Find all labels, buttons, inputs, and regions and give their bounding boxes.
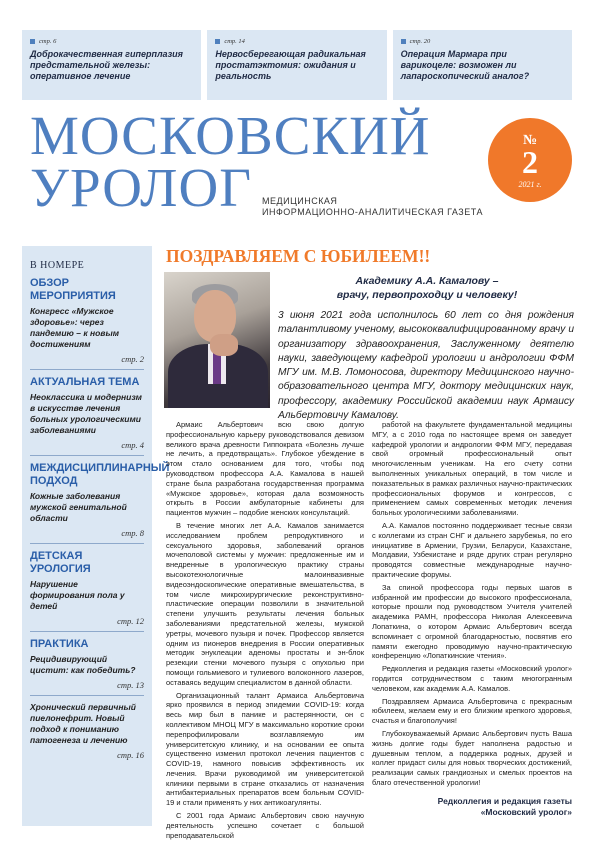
sidebar-section (30, 277, 144, 370)
teaser-item[interactable] (207, 30, 386, 100)
paragraph: Организационный талант Армаиса Альбертовича ярко проявился в период эпидемии COVID-19: когда весь мир был в панике и растерянности, он с коллективом МНОЦ МГУ в максимально короткие сроки перепрофилировали возглавляемую им университетскую клинику, и на основании ее опыта существенно изменил протокол лечения пациентов с COVID-19, намного повысив эффективность их лечения. Врачи руководимой им университетской клиники первыми в стране отказались от назначения антибактериальных препаратов всем больным COVID-19 и стали применять у них антикоагулянты. (166, 690, 364, 808)
paragraph: Глубокоуважаемый Армаис Альбертович пусть Ваша жизнь долгие годы будет наполнена радостью и душевным теплом, а поддержка родных, друзей и коллег придаст силы для новых творческих достижений, реализации самых грандиозных и смелых проектов на благо отечественной урологии! (372, 728, 572, 787)
signature-line-1: Редколлегия и редакция газеты (437, 795, 572, 806)
sidebar-section (30, 638, 144, 760)
teaser-page-label: стр. 6 (39, 38, 57, 45)
paragraph: За спиной профессора годы первых шагов в избранной им профессии до высокого профессионала, которые прошли под руководством Учителя учителей академика РАМН, профессора Николая Алексеевича Лопаткина, о котором Армаис Альбертович всегда вспоминает с огромной благодарностью, посвятив его памяти ежегодно проводимую научно-практическую конференцию «Лопаткинские чтения». (372, 582, 572, 661)
sidebar-divider (30, 543, 144, 544)
teaser-page (401, 38, 564, 45)
sidebar-category: ПРАКТИКА (30, 638, 89, 650)
sidebar-section (30, 550, 144, 632)
paragraph: Армаис Альбертович всю свою долгую профессиональную карьеру руководствовался девизом великого врача древности Гиппократа «Болезнь лучше не лечить, а предотвращать». Глубокое убеждение в этом стало основанием для того, чтобы под руководством профессора А.А. Камалова в нашей стране была разработана государственная программа «Мужское здоровье», которая дала возможность открыть в России амбулаторные кабинеты для пациентов мужчин – подобие женских консультаций. (166, 420, 364, 518)
paragraph: В течение многих лет А.А. Камалов занимается исследованием проблем репродуктивного и сексуального здоровья, заболеваний органов мочеполовой системы у мужчин: предложенные им и внедренные в урологическую практику страны высокотехнологичные малоинвазивные видеоэндоскопические оперативные вмешательства, в том числе микрохирургические реконструктивно-пластические операции позволили в значительной степени улучшить результаты лечения больных заболеваниями предстательной железы, мужской уретры, мочевого пузыря и почек. Профессор является одним из пионеров внедрения в России оперативных методик энуклеации аденомы простаты и эн-блок резекции стенки мочевого пузыря с опухолью при помощи гольмиевого и тулиевого волоконного лазеров, оставаясь ведущим специалистом в данной области. (166, 520, 364, 687)
masthead-line-2: УРОЛОГ (30, 157, 252, 218)
contents-sidebar (22, 246, 170, 826)
teaser-page (30, 38, 193, 45)
issue-number: 2 (522, 144, 538, 180)
teaser-page-label: стр. 14 (224, 38, 245, 45)
issue-year: 2021 г. (518, 180, 542, 189)
article-column-left (166, 420, 364, 843)
article-column-right (372, 420, 572, 818)
bullet-square-icon (215, 39, 220, 44)
sidebar-section (30, 462, 170, 544)
issue-badge (488, 118, 572, 202)
paragraph: работой на факультете фундаментальной медицины МГУ, а с 2010 года по настоящее время он заведует кафедрой урологии и андрологии ФФМ МГУ, передавая свой огромный профессиональный опыт многочисленным ученикам. На его счету сотни выполненных уникальных операций, в том числе и показательных в рамках различных научно-практических профессиональных форумов и конгрессов, с применением самых современных методик лечения больных урологическими заболеваниями. (372, 420, 572, 518)
sidebar-heading: В НОМЕРЕ (30, 260, 85, 271)
sidebar-category: АКТУАЛЬНАЯ ТЕМА (30, 376, 140, 388)
article-dedication (282, 274, 572, 302)
sidebar-item[interactable]: Кожные заболевания мужской генитальной области (30, 491, 127, 523)
teaser-item[interactable] (393, 30, 572, 100)
sidebar-item-page: стр. 12 (117, 616, 144, 626)
bullet-square-icon (401, 39, 406, 44)
sidebar-section (30, 376, 144, 456)
sidebar-item[interactable]: Хронический первичный пиелонефрит. Новый подход к пониманию патогенеза и лечению (30, 702, 136, 745)
paragraph: А.А. Камалов постоянно поддерживает тесные связи с коллегами из стран СНГ и дальнего зарубежья, по его инициативе в Армении, Грузии, Беларуси, Казахстане, Молдавии, Узбекистане и ряде других стран регулярно проводятся совместные международные научно-практические форумы. (372, 520, 572, 579)
sidebar-item-page: стр. 16 (117, 750, 144, 760)
teaser-page (215, 38, 378, 45)
sidebar-item-page: стр. 13 (117, 680, 144, 690)
paragraph: Поздравляем Армаиса Альбертовича с прекрасным юбилеем, желаем ему и его близким крепкого здоровья, счастья и благополучия! (372, 696, 572, 726)
teaser-bar (22, 30, 572, 100)
article-signature (372, 796, 572, 818)
dedication-line-1: Академику А.А. Камалову – (355, 275, 499, 287)
bullet-square-icon (30, 39, 35, 44)
masthead-subtitle (262, 196, 483, 218)
sidebar-category: ОБЗОР МЕРОПРИЯТИЯ (30, 277, 116, 302)
photo-hand (210, 334, 238, 356)
issue-sign: № (522, 133, 538, 148)
sidebar-category: ДЕТСКАЯ УРОЛОГИЯ (30, 550, 91, 575)
dedication-line-2: врачу, первопроходцу и человеку! (336, 289, 518, 301)
subtitle-line-1: МЕДИЦИНСКАЯ (262, 196, 338, 206)
teaser-title: Нервосберегающая радикальная простатэктомия: ожидания и реальность (215, 49, 366, 81)
teaser-title: Доброкачественная гиперплазия предстательной железы: оперативное лечение (30, 49, 183, 81)
signature-line-2: «Московский уролог» (480, 806, 572, 817)
sidebar-item[interactable]: Конгресс «Мужское здоровье»: через пандемию – к новым достижениям (30, 306, 119, 349)
paragraph: Редколлегия и редакция газеты «Московский уролог» гордится сотрудничеством с таким многогранным человеком, как академик А.А. Камалов. (372, 664, 572, 693)
portrait-photo (164, 272, 270, 408)
masthead-line-1: МОСКОВСКИЙ (30, 105, 431, 166)
article-lead: 3 июня 2021 года исполнилось 60 лет со дня рождения талантливому ученому, высококвалифицированному врачу и организатору здравоохранения, Заслуженному деятелю науки, заведующему кафедрой урологии и андрологии ФФМ МГУ им. М.В. Ломоносова, директору Медицинского научно-образовательного центра МГУ, доктору медицинских наук, профессору, академику Российской академии наук Армаису Альбертовичу Камалову. (278, 310, 574, 422)
teaser-item[interactable] (22, 30, 201, 100)
sidebar-item-page: стр. 4 (121, 440, 144, 450)
sidebar-item[interactable]: Нарушение формирования пола у детей (30, 579, 125, 611)
paragraph: С 2001 года Армаис Альбертович свою научную деятельность успешно сочетает с большой преподавательской (166, 811, 364, 840)
sidebar-item-page: стр. 8 (121, 528, 144, 538)
sidebar-divider (30, 631, 144, 632)
article-headline: ПОЗДРАВЛЯЕМ С ЮБИЛЕЕМ!! (166, 246, 431, 266)
sidebar-divider (30, 369, 144, 370)
teaser-page-label: стр. 20 (409, 38, 431, 45)
sidebar-divider (30, 695, 144, 696)
subtitle-line-2: ИНФОРМАЦИОННО-АНАЛИТИЧЕСКАЯ ГАЗЕТА (262, 207, 483, 217)
sidebar-item-page: стр. 2 (121, 354, 144, 364)
sidebar-item[interactable]: Рецидивирующий цистит: как победить? (30, 654, 136, 675)
sidebar-item[interactable]: Неоклассика и модернизм в искусстве лечения больных урологическими заболеваниями (30, 392, 142, 435)
sidebar-divider (30, 455, 144, 456)
teaser-title: Операция Мармара при варикоцеле: возможен ли лапароскопический аналог? (400, 49, 530, 81)
sidebar-category: МЕЖДИСЦИПЛИНАРНЫЙ ПОДХОД (30, 462, 170, 487)
